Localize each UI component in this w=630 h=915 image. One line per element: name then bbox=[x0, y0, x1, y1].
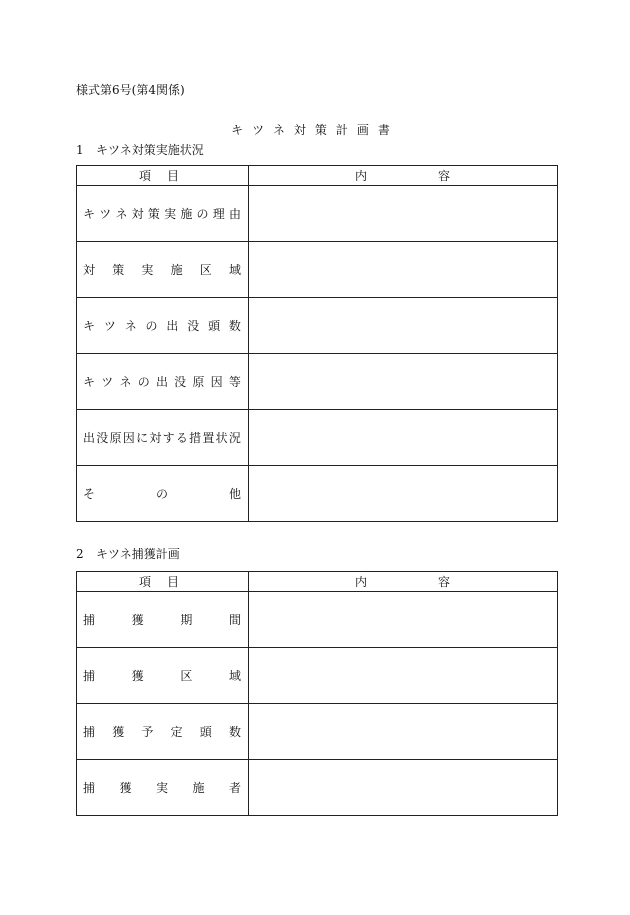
item-label-char: 定 bbox=[170, 725, 183, 739]
item-label-cell bbox=[77, 354, 249, 410]
item-label-char: 期 bbox=[180, 613, 193, 627]
item-label-char: 況 bbox=[228, 431, 241, 445]
item-label-char: 施 bbox=[180, 207, 193, 221]
item-label bbox=[77, 611, 248, 628]
content-column-header-text bbox=[249, 167, 557, 184]
item-label-char: の bbox=[137, 375, 150, 389]
item-label-char: 獲 bbox=[131, 613, 144, 627]
table-row bbox=[77, 354, 558, 410]
content-cell[interactable] bbox=[249, 410, 558, 466]
table-row bbox=[77, 298, 558, 354]
item-label-char: 出 bbox=[166, 319, 179, 333]
item-label-char: 獲 bbox=[119, 781, 132, 795]
item-label bbox=[77, 317, 248, 334]
item-label-char: 域 bbox=[228, 263, 241, 277]
section-2-number: 2 bbox=[76, 547, 84, 561]
header-char: 目 bbox=[166, 575, 179, 589]
item-label-char: 者 bbox=[228, 781, 241, 795]
item-label-char: キ bbox=[83, 319, 96, 333]
item-label-char: 捕 bbox=[83, 781, 96, 795]
item-label-char: ツ bbox=[103, 319, 116, 333]
item-label-char: キ bbox=[83, 207, 96, 221]
table-row bbox=[77, 760, 558, 816]
section-2-title: キツネ捕獲計画 bbox=[96, 547, 180, 561]
item-label-char: ツ bbox=[101, 375, 114, 389]
table-row bbox=[77, 466, 558, 522]
item-label-char: 没 bbox=[187, 319, 200, 333]
item-label bbox=[77, 429, 248, 446]
item-label-char: 実 bbox=[164, 207, 177, 221]
content-cell[interactable] bbox=[249, 466, 558, 522]
item-label-cell bbox=[77, 242, 249, 298]
item-label-char: 域 bbox=[228, 669, 241, 683]
item-label-char: 捕 bbox=[83, 613, 96, 627]
item-label-cell bbox=[77, 298, 249, 354]
content-cell[interactable] bbox=[249, 760, 558, 816]
header-char: 項 bbox=[139, 169, 152, 183]
item-label-char: の bbox=[145, 319, 158, 333]
form-number: 様式第6号(第4関係) bbox=[76, 83, 185, 97]
item-label-char: 獲 bbox=[112, 725, 125, 739]
table-row bbox=[77, 242, 558, 298]
item-label-char: 区 bbox=[180, 669, 193, 683]
item-label-char: 出 bbox=[83, 431, 96, 445]
header-char: 項 bbox=[139, 575, 152, 589]
item-label-cell bbox=[77, 704, 249, 760]
fox-measures-status-table bbox=[76, 165, 558, 522]
item-label-char: 区 bbox=[199, 263, 212, 277]
item-label-char: 理 bbox=[212, 207, 225, 221]
content-cell[interactable] bbox=[249, 354, 558, 410]
document-title bbox=[0, 122, 630, 138]
item-label bbox=[77, 485, 248, 502]
item-label-cell bbox=[77, 466, 249, 522]
content-cell[interactable] bbox=[249, 298, 558, 354]
item-column-header-text bbox=[77, 167, 248, 184]
item-label-char: 獲 bbox=[131, 669, 144, 683]
item-label-char: 捕 bbox=[83, 669, 96, 683]
content-cell[interactable] bbox=[249, 592, 558, 648]
item-label bbox=[77, 723, 248, 740]
item-label-char: ネ bbox=[124, 319, 137, 333]
table-header-row bbox=[77, 166, 558, 186]
item-label-char: る bbox=[175, 431, 188, 445]
item-label-char: ツ bbox=[99, 207, 112, 221]
section-1-heading bbox=[76, 142, 204, 158]
item-label-char: 他 bbox=[228, 487, 241, 501]
section-1-number: 1 bbox=[76, 143, 84, 157]
content-cell[interactable] bbox=[249, 242, 558, 298]
item-label-char: 対 bbox=[149, 431, 162, 445]
item-label-char: 策 bbox=[112, 263, 125, 277]
item-label-cell bbox=[77, 760, 249, 816]
item-label-char: す bbox=[162, 431, 175, 445]
item-label-char: 状 bbox=[215, 431, 228, 445]
header-char: 容 bbox=[437, 575, 450, 589]
item-label-char: 実 bbox=[155, 781, 168, 795]
item-label-char: ネ bbox=[119, 375, 132, 389]
item-label-cell bbox=[77, 186, 249, 242]
item-label-char: の bbox=[155, 487, 168, 501]
item-label-char: 原 bbox=[109, 431, 122, 445]
content-cell[interactable] bbox=[249, 648, 558, 704]
item-label-char: 施 bbox=[170, 263, 183, 277]
item-label-cell bbox=[77, 592, 249, 648]
item-label-char: 捕 bbox=[83, 725, 96, 739]
item-label-char: 対 bbox=[131, 207, 144, 221]
item-column-header bbox=[77, 166, 249, 186]
item-label-char: 実 bbox=[141, 263, 154, 277]
table-row bbox=[77, 704, 558, 760]
item-column-header bbox=[77, 572, 249, 592]
header-char: 内 bbox=[355, 575, 368, 589]
item-column-header-text bbox=[77, 573, 248, 590]
content-column-header bbox=[249, 166, 558, 186]
table-row bbox=[77, 410, 558, 466]
item-label-cell bbox=[77, 410, 249, 466]
item-label-char: 原 bbox=[192, 375, 205, 389]
item-label-char: 予 bbox=[141, 725, 154, 739]
item-label bbox=[77, 205, 248, 222]
document-title-text: キツネ対策計画書 bbox=[231, 123, 399, 137]
item-label-char: 因 bbox=[122, 431, 135, 445]
table-row bbox=[77, 648, 558, 704]
content-cell[interactable] bbox=[249, 186, 558, 242]
content-column-header-text bbox=[249, 573, 557, 590]
item-label-char: 頭 bbox=[199, 725, 212, 739]
item-label bbox=[77, 779, 248, 796]
item-label-char: 施 bbox=[192, 781, 205, 795]
item-label-char: 数 bbox=[228, 319, 241, 333]
item-label-char: 間 bbox=[228, 613, 241, 627]
header-char: 目 bbox=[166, 169, 179, 183]
item-label-char: に bbox=[136, 431, 149, 445]
fox-capture-plan-table bbox=[76, 571, 558, 816]
item-label bbox=[77, 373, 248, 390]
item-label-char: 対 bbox=[83, 263, 96, 277]
item-label-char: 措 bbox=[189, 431, 202, 445]
item-label-char: 等 bbox=[228, 375, 241, 389]
item-label-char: 置 bbox=[202, 431, 215, 445]
item-label bbox=[77, 667, 248, 684]
table-row bbox=[77, 186, 558, 242]
item-label-char: 策 bbox=[147, 207, 160, 221]
item-label-char: ネ bbox=[115, 207, 128, 221]
item-label-char: 頭 bbox=[208, 319, 221, 333]
item-label-char: キ bbox=[83, 375, 96, 389]
item-label-char: 没 bbox=[96, 431, 109, 445]
header-char: 内 bbox=[355, 169, 368, 183]
content-cell[interactable] bbox=[249, 704, 558, 760]
item-label bbox=[77, 261, 248, 278]
table-header-row bbox=[77, 572, 558, 592]
item-label-char: 出 bbox=[155, 375, 168, 389]
section-1-title: キツネ対策実施状況 bbox=[96, 143, 204, 157]
item-label-char: そ bbox=[83, 487, 96, 501]
item-label-char: 由 bbox=[228, 207, 241, 221]
item-label-char: 因 bbox=[210, 375, 223, 389]
item-label-cell bbox=[77, 648, 249, 704]
item-label-char: 没 bbox=[174, 375, 187, 389]
item-label-char: 数 bbox=[228, 725, 241, 739]
header-char: 容 bbox=[437, 169, 450, 183]
item-label-char: の bbox=[196, 207, 209, 221]
section-2-heading bbox=[76, 546, 180, 562]
content-column-header bbox=[249, 572, 558, 592]
table-row bbox=[77, 592, 558, 648]
